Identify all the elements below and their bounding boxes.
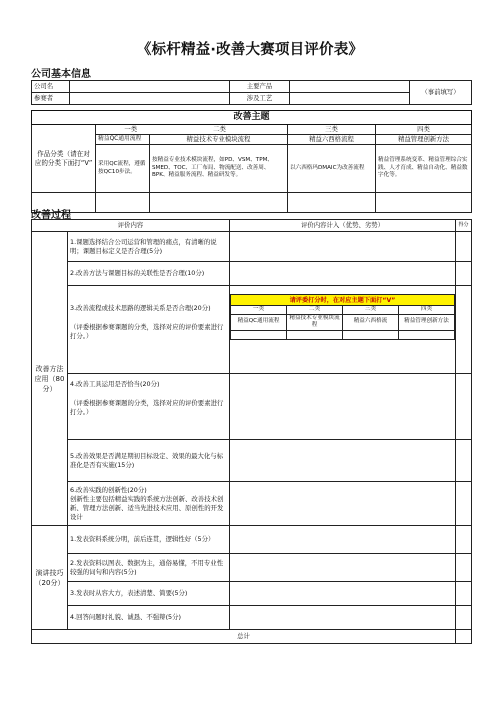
class-4-label: 四类 [376,125,472,135]
process-section-heading: 改善过程 [31,210,71,221]
class-1-label: 一类 [124,125,138,133]
item-4-note: （评委根据参赛课题的分类，选择对应的评价要素进行打分。） [70,399,224,416]
class-2-mark[interactable] [150,193,288,213]
speech-item-2: 2.发表资料以图表、数据为主，通俗易懂，不用专业性较强的词句和内容(5分) [68,554,230,582]
speech-item-3: 3.发表时从容大方，表述清楚、简要(5分) [68,582,230,606]
class-1-2-header [96,125,288,135]
item-5-score[interactable] [456,440,472,482]
item-2-score[interactable] [456,262,472,286]
inner-mark-1[interactable] [231,330,287,339]
inner-class-2: 二类 [287,306,343,315]
item-2-detail[interactable] [230,262,456,286]
item-4-cell [68,374,230,440]
class-3-mark[interactable] [288,193,376,213]
speech-item-4: 4.回答问题时礼貌、诚恳、不强辩(5分) [68,606,230,630]
item-3: 3.改善流程或技术思路的逻辑关系是否合理(20分) [70,304,211,312]
company-name-label: 公司名 [32,81,70,93]
speech-1-score[interactable] [456,526,472,554]
item-3-note: （评委根据参赛课题的分类，选择对应的评价要素进行打分。） [70,323,224,340]
inner-class-3: 三类 [343,306,399,315]
class-2-label: 二类 [213,125,226,133]
group1-label: 改善方法应用（80分） [32,232,68,526]
pre-fill-note: （事前填写） [410,81,472,105]
theme-heading: 改善主题 [32,111,472,125]
company-section-heading: 公司基本信息 [31,69,91,80]
class-4-desc: 精益管理系统变革、精益管理综合实践、人才育成、精益自动化、精益数字化等。 [376,145,472,193]
class-1-name: 精益QC通用流程 [96,135,150,145]
total-score[interactable] [456,630,472,644]
inner-mark-4[interactable] [399,330,455,339]
item-6-cell [68,482,230,526]
col-content-header: 评价内容 [32,220,230,232]
class-3-name: 精益六西格流程 [288,135,376,145]
speech-4-score[interactable] [456,606,472,630]
item-5-detail[interactable] [230,440,456,482]
item-1: 1.课题选择结合公司运营和管理的痛点，有清晰的说明；课题目标定义是否合理(5分) [68,232,230,262]
main-product-label: 主要产品 [230,81,290,93]
inner-name-4: 精益管理创新方法 [399,314,455,330]
item-6: 6.改善实践的创新性(20分) [70,485,147,494]
item-6-note: 创新性主要包括精益实践的系统方法创新、改善技术创新、管理方法创新、适当先进技术应用、原创性的开发设计 [70,494,224,521]
speech-3-detail[interactable] [230,582,456,606]
speech-2-score[interactable] [456,554,472,582]
item-4-detail[interactable] [230,374,456,440]
speech-item-1: 1.发表资料系统分明，前后连贯，逻辑性好（5分） [68,526,230,554]
item-1-score[interactable] [456,232,472,262]
col-detail-header: 评价内容计入（优势、劣势） [230,220,456,232]
inner-prompt: 请评委打分时，在对应主题下面打“V” [231,295,455,306]
inner-name-3: 精益六西格流 [343,314,399,330]
class-3-label: 三类 [288,125,376,135]
participant-field[interactable] [70,93,230,105]
item-6-score[interactable] [456,482,472,526]
inner-mark-2[interactable] [287,330,343,339]
group2-label: 演讲技巧（20分） [32,526,68,630]
page-title: 《标杆精益·改善大赛项目评价表》 [136,42,364,58]
process-table [31,219,472,644]
item-3-detail [230,286,456,374]
theme-table [31,110,472,213]
company-name-field[interactable] [70,81,230,93]
inner-mark-3[interactable] [343,330,399,339]
item-4-score[interactable] [456,374,472,440]
main-product-field[interactable] [290,81,410,93]
class-4-mark[interactable] [376,193,472,213]
item-2: 2.改善方法与课题目标的关联性是否合理(10分) [68,262,230,286]
col-score-header: 得分 [456,220,472,232]
process-label: 涉及工艺 [230,93,290,105]
inner-class-1: 一类 [231,306,287,315]
speech-3-score[interactable] [456,582,472,606]
item-3-cell [68,286,230,374]
inner-name-1: 精益QC通用流程 [231,314,287,330]
inner-name-2: 精益技术专业模块流程 [287,314,343,330]
class-4-name: 精益管理创新方法 [376,135,472,145]
item-5: 5.改善效果是否满足期初目标设定、效果的最大化与标准化是否有实施(15分) [68,440,230,482]
company-info-table [31,80,472,105]
item-3-score[interactable] [456,286,472,374]
participant-label: 参赛者 [32,93,70,105]
class-2-name: 精益技术专业模块流程 [150,135,288,145]
class-1-mark[interactable] [96,193,150,213]
class-2-desc: 按精益专业技术模块流程，如PD、VSM、TPM、SMED、TOC、工厂布局、物流配送、改善周、BPK、精益服务流程、精益研发等。 [150,145,288,193]
item-4: 4.改善工具运用是否恰当(20分) [70,380,160,388]
speech-4-detail[interactable] [230,606,456,630]
class-1-desc: 采用QC流程，遵循按QC10步法。 [96,145,150,193]
inner-class-4: 四类 [399,306,455,315]
inner-class-table [230,294,455,340]
speech-2-detail[interactable] [230,554,456,582]
speech-1-detail[interactable] [230,526,456,554]
process-field[interactable] [290,93,410,105]
total-label: 总计 [32,630,456,644]
class-3-desc: 以六西格玛DMAIC为改善流程 [288,145,376,193]
item-6-detail[interactable] [230,482,456,526]
category-label: 作品分类（请在对应的分类下面打“V” [32,125,96,193]
item-1-detail[interactable] [230,232,456,262]
